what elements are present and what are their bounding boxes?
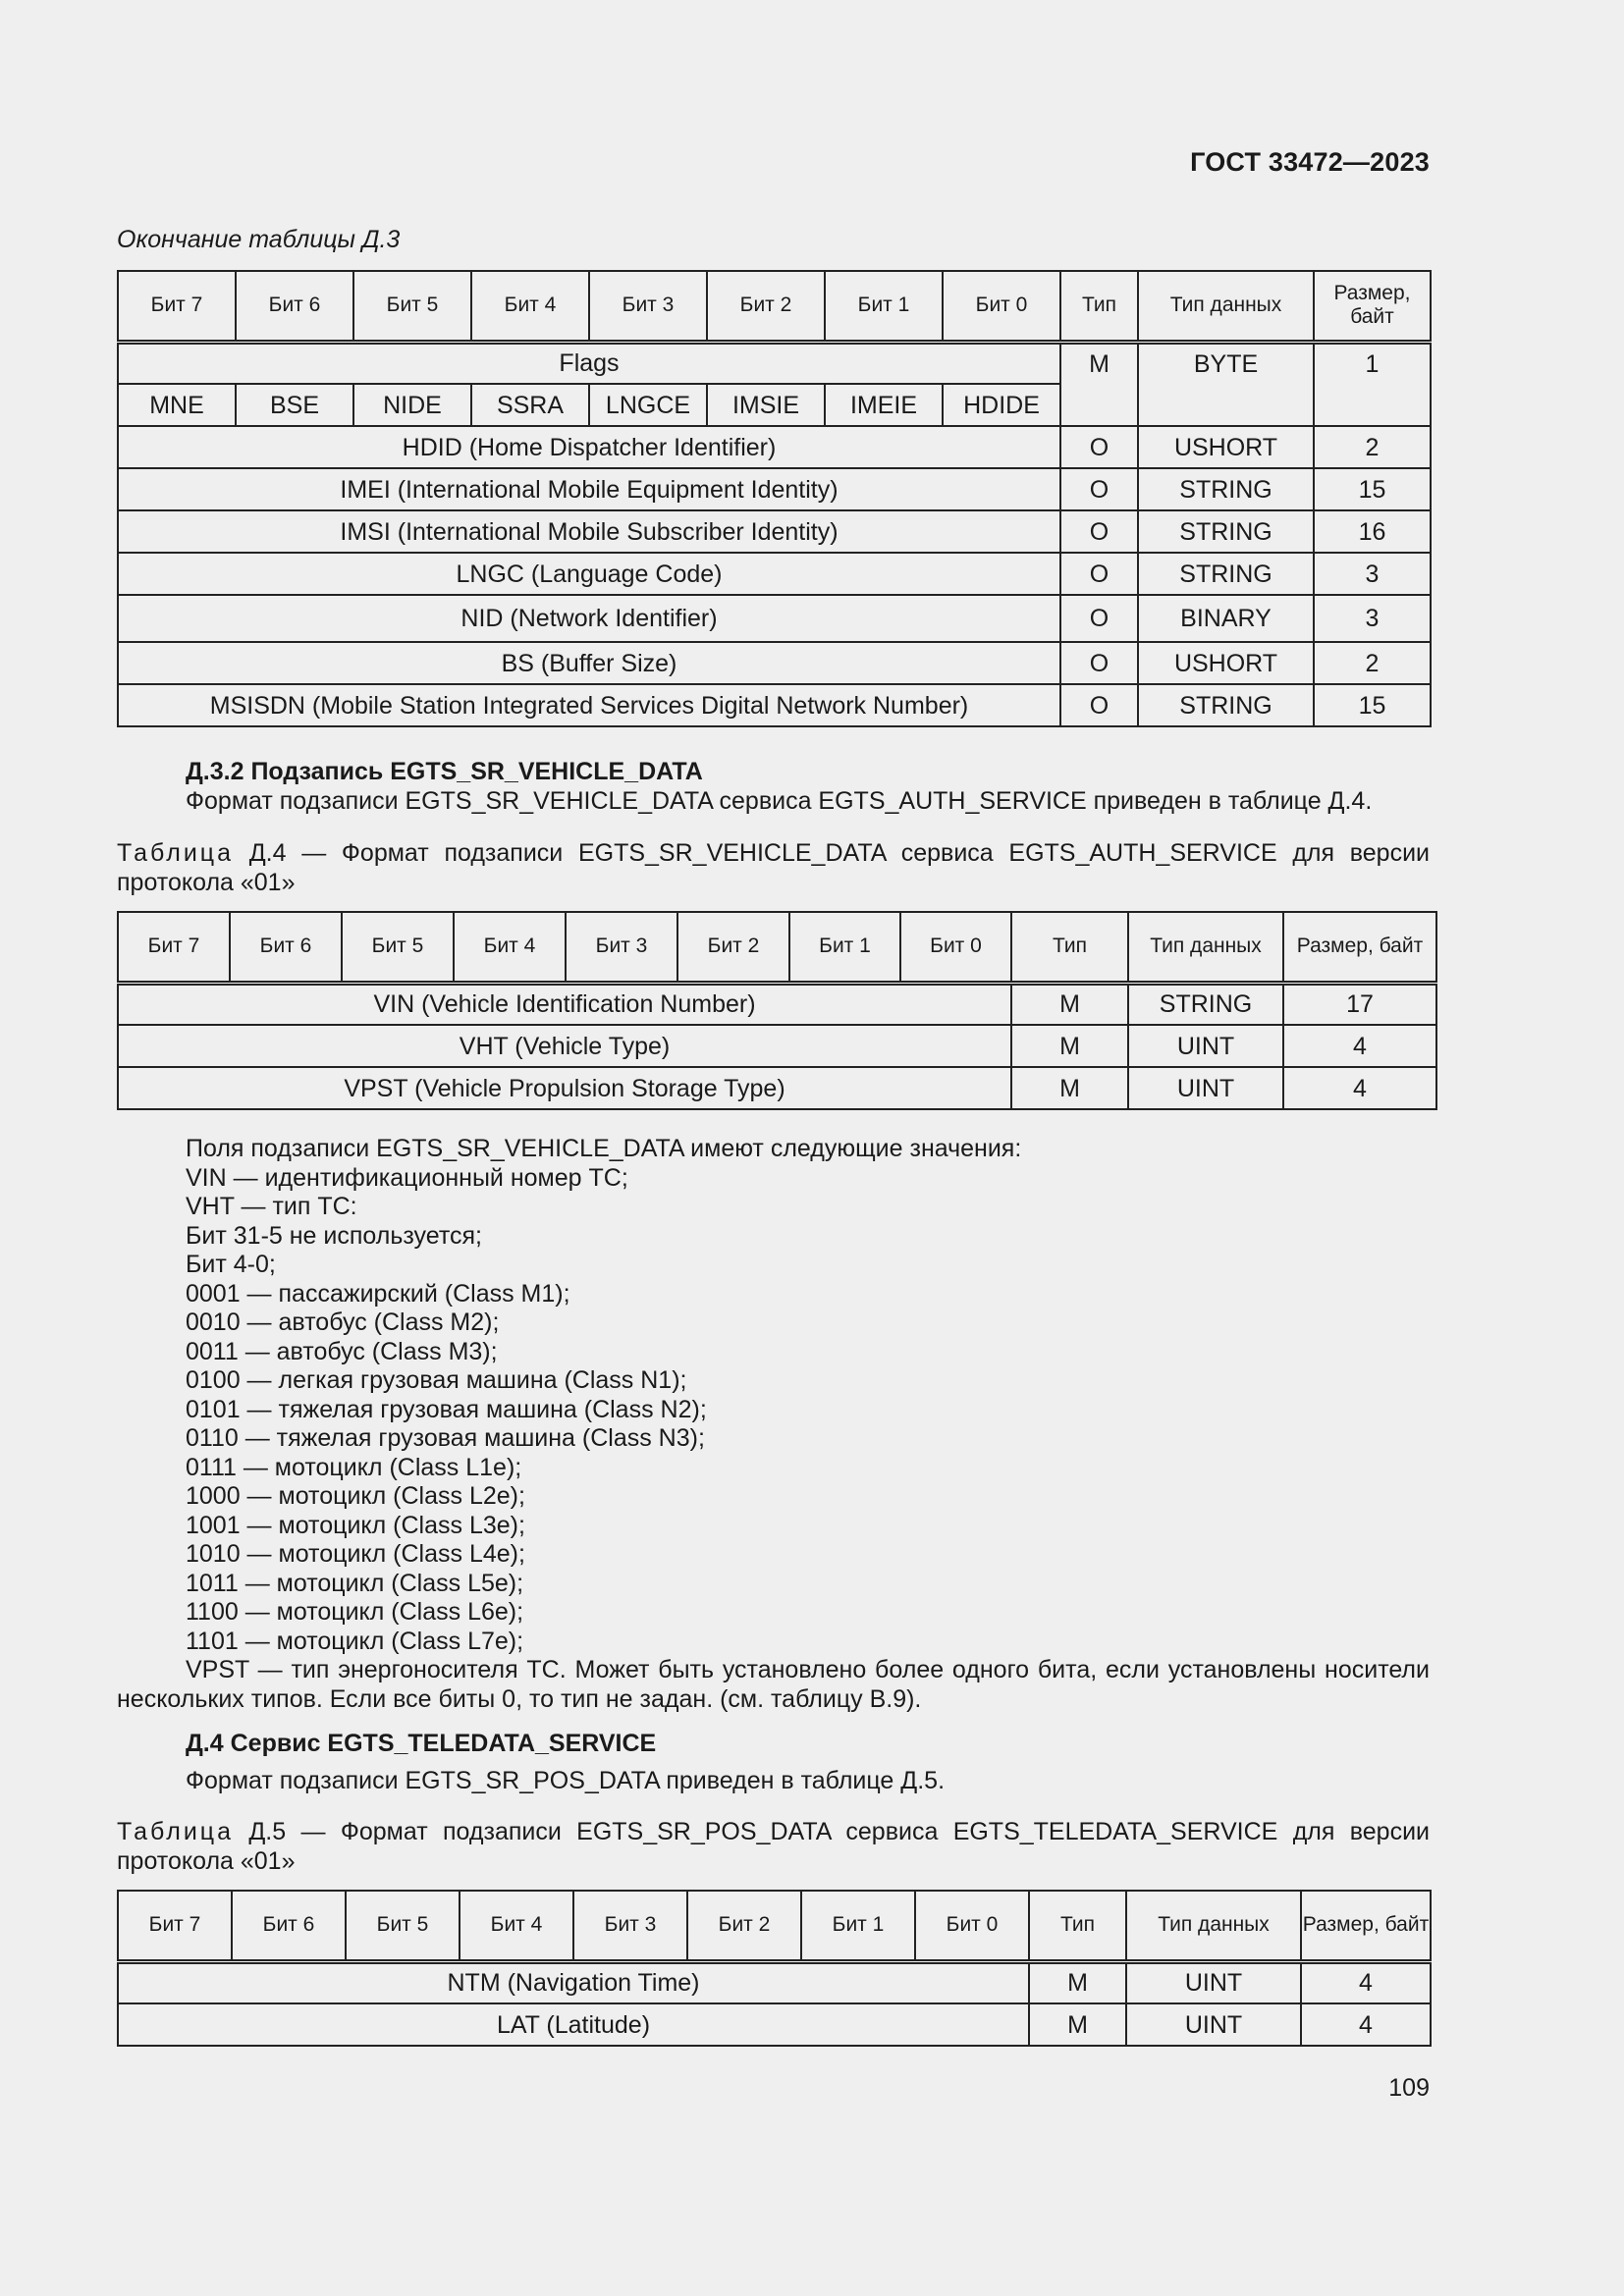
table-row: [118, 595, 1431, 642]
flag-bit-cell: HDIDE: [943, 384, 1060, 426]
fields-list: [186, 1135, 1021, 1656]
table-row: [118, 553, 1431, 595]
dtype-cell: STRING: [1128, 983, 1283, 1025]
dtype-cell: STRING: [1138, 684, 1314, 726]
type-cell: M: [1029, 2003, 1126, 2046]
size-cell: 17: [1283, 983, 1436, 1025]
dtype-cell: STRING: [1138, 553, 1314, 595]
size-cell: 1: [1314, 342, 1431, 426]
type-cell: O: [1060, 510, 1138, 553]
header-cell: Бит 4: [471, 271, 589, 342]
dtype-cell: BINARY: [1138, 595, 1314, 642]
size-cell: 2: [1314, 642, 1431, 684]
field-name-cell: MSISDN (Mobile Station Integrated Services Digital Network Number): [118, 684, 1060, 726]
header-cell: Бит 1: [825, 271, 943, 342]
header-cell: Размер, байт: [1301, 1891, 1431, 1961]
list-item: 0100 — легкая грузовая машина (Class N1);: [186, 1366, 687, 1394]
table-row: [118, 510, 1431, 553]
header-cell: Бит 1: [789, 912, 900, 983]
dtype-cell: UINT: [1128, 1067, 1283, 1109]
header-cell: Тип данных: [1128, 912, 1283, 983]
field-name-cell: IMSI (International Mobile Subscriber Identity): [118, 510, 1060, 553]
page-number: 109: [1388, 2074, 1430, 2102]
table-d4-caption: [117, 839, 1430, 897]
field-name-cell: LAT (Latitude): [118, 2003, 1029, 2046]
flag-bit-cell: NIDE: [353, 384, 471, 426]
header-cell: Бит 4: [460, 1891, 573, 1961]
header-cell: Бит 2: [687, 1891, 801, 1961]
header-cell: Бит 7: [118, 912, 230, 983]
header-cell: Размер, байт: [1314, 271, 1431, 342]
table-row: [118, 1025, 1436, 1067]
table-d3: [117, 270, 1432, 727]
flag-bit-cell: BSE: [236, 384, 353, 426]
list-item: 1101 — мотоцикл (Class L7e);: [186, 1627, 524, 1655]
size-cell: 4: [1301, 2003, 1431, 2046]
type-cell: O: [1060, 595, 1138, 642]
type-cell: M: [1011, 983, 1128, 1025]
header-cell: Бит 1: [801, 1891, 915, 1961]
caption-text: Д.5 — Формат подзаписи EGTS_SR_POS_DATA сервиса EGTS_TELEDATA_SERVICE для версии протокола «01»: [117, 1818, 1430, 1875]
field-name-cell: VHT (Vehicle Type): [118, 1025, 1011, 1067]
table-d5: [117, 1890, 1432, 2047]
section-heading: Д.4 Сервис EGTS_TELEDATA_SERVICE: [186, 1730, 657, 1757]
list-item: Бит 4-0;: [186, 1251, 276, 1278]
dtype-cell: UINT: [1126, 2003, 1301, 2046]
dtype-cell: STRING: [1138, 510, 1314, 553]
header-cell: Бит 6: [232, 1891, 346, 1961]
table-d3-caption: Окончание таблицы Д.3: [117, 226, 401, 253]
type-cell: M: [1060, 342, 1138, 426]
caption-word: Таблица: [117, 1818, 235, 1845]
list-item: 0010 — автобус (Class M2);: [186, 1308, 500, 1336]
header-cell: Бит 5: [346, 1891, 460, 1961]
header-cell: Тип: [1011, 912, 1128, 983]
field-name-cell: LNGC (Language Code): [118, 553, 1060, 595]
header-cell: Бит 3: [566, 912, 677, 983]
flag-bit-cell: SSRA: [471, 384, 589, 426]
caption-text: Д.4 — Формат подзаписи EGTS_SR_VEHICLE_DATA сервиса EGTS_AUTH_SERVICE для версии протокола «01»: [117, 839, 1430, 896]
caption-word: Таблица: [117, 839, 235, 867]
list-item: VIN — идентификационный номер ТС;: [186, 1163, 628, 1192]
dtype-cell: BYTE: [1138, 342, 1314, 426]
flag-bit-cell: IMEIE: [825, 384, 943, 426]
field-name-cell: BS (Buffer Size): [118, 642, 1060, 684]
table-row: [118, 983, 1436, 1025]
header-cell: Бит 3: [573, 1891, 687, 1961]
table-row: [118, 2003, 1431, 2046]
dtype-cell: UINT: [1128, 1025, 1283, 1067]
document-code: ГОСТ 33472—2023: [1190, 147, 1430, 177]
list-item: VHT — тип ТС:: [186, 1193, 357, 1220]
header-cell: Тип данных: [1138, 271, 1314, 342]
header-cell: Бит 6: [236, 271, 353, 342]
paragraph: Формат подзаписи EGTS_SR_VEHICLE_DATA сервиса EGTS_AUTH_SERVICE приведен в таблице Д.4.: [186, 787, 1373, 815]
list-item: 0111 — мотоцикл (Class L1e);: [186, 1453, 522, 1481]
list-item: 1100 — мотоцикл (Class L6e);: [186, 1598, 524, 1626]
flag-bit-cell: MNE: [118, 384, 236, 426]
header-cell: Бит 4: [454, 912, 566, 983]
flag-bit-cell: IMSIE: [707, 384, 825, 426]
type-cell: O: [1060, 553, 1138, 595]
header-cell: Бит 6: [230, 912, 342, 983]
header-cell: Тип: [1060, 271, 1138, 342]
list-item: 1001 — мотоцикл (Class L3e);: [186, 1511, 525, 1539]
header-cell: Тип: [1029, 1891, 1126, 1961]
type-cell: M: [1011, 1025, 1128, 1067]
vpst-paragraph: VPST — тип энергоносителя ТС. Может быть установлено более одного бита, если установлены носители нескольких типов. Если все биты 0, то тип не задан. (см. таблицу В.9).: [117, 1656, 1430, 1713]
list-item: 0011 — автобус (Class M3);: [186, 1337, 498, 1365]
size-cell: 15: [1314, 684, 1431, 726]
field-name-cell: IMEI (International Mobile Equipment Identity): [118, 468, 1060, 510]
header-cell: Бит 5: [353, 271, 471, 342]
size-cell: 3: [1314, 553, 1431, 595]
size-cell: 4: [1283, 1067, 1436, 1109]
table-row: [118, 1961, 1431, 2003]
flag-bit-cell: LNGCE: [589, 384, 707, 426]
field-name-cell: VIN (Vehicle Identification Number): [118, 983, 1011, 1025]
field-name-cell: VPST (Vehicle Propulsion Storage Type): [118, 1067, 1011, 1109]
list-item: 0101 — тяжелая грузовая машина (Class N2);: [186, 1395, 707, 1423]
field-name-cell: NID (Network Identifier): [118, 595, 1060, 642]
table-row: [118, 642, 1431, 684]
type-cell: O: [1060, 426, 1138, 468]
dtype-cell: STRING: [1138, 468, 1314, 510]
header-cell: Бит 0: [900, 912, 1011, 983]
table-row: [118, 684, 1431, 726]
header-cell: Бит 2: [707, 271, 825, 342]
type-cell: M: [1029, 1961, 1126, 2003]
header-cell: Тип данных: [1126, 1891, 1301, 1961]
list-item: 0001 — пассажирский (Class M1);: [186, 1279, 570, 1308]
type-cell: O: [1060, 684, 1138, 726]
size-cell: 15: [1314, 468, 1431, 510]
list-item: 1011 — мотоцикл (Class L5e);: [186, 1569, 524, 1597]
table-row: [118, 1067, 1436, 1109]
dtype-cell: USHORT: [1138, 642, 1314, 684]
size-cell: 16: [1314, 510, 1431, 553]
size-cell: 2: [1314, 426, 1431, 468]
table-d5-caption: [117, 1818, 1430, 1876]
table-d4: [117, 911, 1437, 1110]
type-cell: O: [1060, 642, 1138, 684]
list-intro: Поля подзаписи EGTS_SR_VEHICLE_DATA имеют следующие значения:: [186, 1135, 1022, 1162]
size-cell: 3: [1314, 595, 1431, 642]
header-cell: Бит 2: [677, 912, 789, 983]
dtype-cell: UINT: [1126, 1961, 1301, 2003]
table-row: [118, 426, 1431, 468]
field-name-cell: HDID (Home Dispatcher Identifier): [118, 426, 1060, 468]
dtype-cell: USHORT: [1138, 426, 1314, 468]
header-cell: Бит 0: [915, 1891, 1029, 1961]
table-row: [118, 468, 1431, 510]
flags-label-cell: Flags: [118, 342, 1060, 384]
list-item: 1000 — мотоцикл (Class L2e);: [186, 1482, 525, 1510]
header-cell: Бит 3: [589, 271, 707, 342]
section-heading: Д.3.2 Подзапись EGTS_SR_VEHICLE_DATA: [186, 758, 703, 785]
field-name-cell: NTM (Navigation Time): [118, 1961, 1029, 2003]
size-cell: 4: [1283, 1025, 1436, 1067]
type-cell: M: [1011, 1067, 1128, 1109]
size-cell: 4: [1301, 1961, 1431, 2003]
list-item: 1010 — мотоцикл (Class L4e);: [186, 1540, 525, 1568]
list-item: 0110 — тяжелая грузовая машина (Class N3);: [186, 1424, 705, 1452]
paragraph: Формат подзаписи EGTS_SR_POS_DATA приведен в таблице Д.5.: [186, 1767, 946, 1794]
header-cell: Размер, байт: [1283, 912, 1436, 983]
header-cell: Бит 7: [118, 271, 236, 342]
header-cell: Бит 0: [943, 271, 1060, 342]
type-cell: O: [1060, 468, 1138, 510]
header-cell: Бит 7: [118, 1891, 232, 1961]
header-cell: Бит 5: [342, 912, 454, 983]
list-item: Бит 31-5 не используется;: [186, 1221, 483, 1250]
